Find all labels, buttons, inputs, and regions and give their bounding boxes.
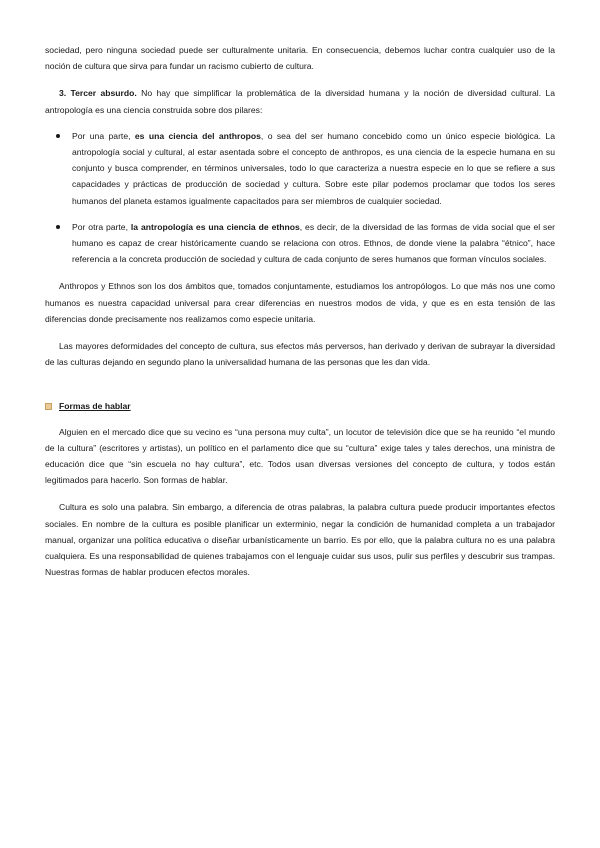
list-item: Por una parte, es una ciencia del anthropos, o sea del ser humano concebido como un único especie biológica. La antropología social y cultural, al estar asentada sobre el concepto de anthropos, es una ciencia de la especie humana en su conjunto y busca comprender, en términos universales, todo lo que caracteriza a nuestra especie en lo que se refiere a sus capacidades y prácticas de producción de sociedad y cultura. Sobre este pilar podemos proclamar que todos los seres humanos del planeta estamos igualmente capacitados para ser miembros de cualquier sociedad. xyxy=(45,128,555,209)
section-title: Formas de hablar xyxy=(59,401,131,412)
section-heading xyxy=(45,398,555,414)
body-paragraph: Anthropos y Ethnos son los dos ámbitos que, tomados conjuntamente, estudiamos los antropólogos. Lo que más nos une como humanos es nuestra capacidad universal para crear diferencias en nuestros modos de vida, y que es en esta tensión de las diferencias donde precisamente nos realizamos como especie unitaria. xyxy=(45,281,555,324)
body-paragraph: Cultura es solo una palabra. Sin embargo, a diferencia de otras palabras, la palabra cultura puede producir importantes efectos sociales. En nombre de la cultura es posible planificar un exterminio, negar la condición de humanidad completa a un trabajador manual, organizar una política educativa o diseñar urbanísticamente un barrio. Es por ello, que la palabra cultura no es una palabra cualquiera. Es una responsabilidad de quienes trabajamos con el lenguaje cuidar sus usos, pulir sus perfiles y descubrir sus trampas. Nuestras formas de hablar producen efectos morales. xyxy=(45,502,555,578)
body-paragraph: Las mayores deformidades del concepto de cultura, sus efectos más perversos, han derivado y derivan de subrayar la diversidad de las culturas dejando en segundo plano la universalidad humana de las personas que les dan vida. xyxy=(45,341,555,368)
bullet-icon xyxy=(56,225,60,229)
document-body xyxy=(45,42,555,580)
tercer-absurdo-paragraph xyxy=(45,85,555,117)
heading-bullet-icon xyxy=(45,403,52,410)
tercer-absurdo-text: No hay que simplificar la problemática de la diversidad humana y la noción de diversidad cultural. La antropología es una ciencia construida sobre dos pilares: xyxy=(45,88,555,115)
intro-paragraph: sociedad, pero ninguna sociedad puede ser culturalmente unitaria. En consecuencia, debemos luchar contra cualquier uso de la noción de cultura que sirva para fundar un racismo cubierto de cultura. xyxy=(45,45,555,72)
pillar-anthropos-emphasis: es una ciencia del anthropos xyxy=(134,130,261,141)
pillar-ethnos-emphasis: la antropología es una ciencia de ethnos xyxy=(130,221,300,232)
pillars-list xyxy=(45,128,555,268)
body-paragraph: Alguien en el mercado dice que su vecino es “una persona muy culta”, un locutor de televisión dice que se ha reunido “el mundo de la cultura” (escritores y artistas), un político en el parlamento dice que su “cultura” exige tales y tales derechos, una ministra de educación dice que “sin escuela no hay cultura”, etc. Todos usan diversas versiones del concepto de cultura, y todos están legitimados para hacerlo. Son formas de hablar. xyxy=(45,426,555,486)
tercer-absurdo-lead: 3. Tercer absurdo. xyxy=(59,88,137,99)
bullet-icon xyxy=(56,134,60,138)
list-item: Por otra parte, la antropología es una ciencia de ethnos, es decir, de la diversidad de las formas de vida social que el ser humano es capaz de crear históricamente cuando se relaciona con otros. Ethnos, de donde viene la palabra “étnico”, hace referencia a la concreta producción de sociedad y cultura de cada conjunto de seres humanos que forman vínculos sociales. xyxy=(45,219,555,268)
